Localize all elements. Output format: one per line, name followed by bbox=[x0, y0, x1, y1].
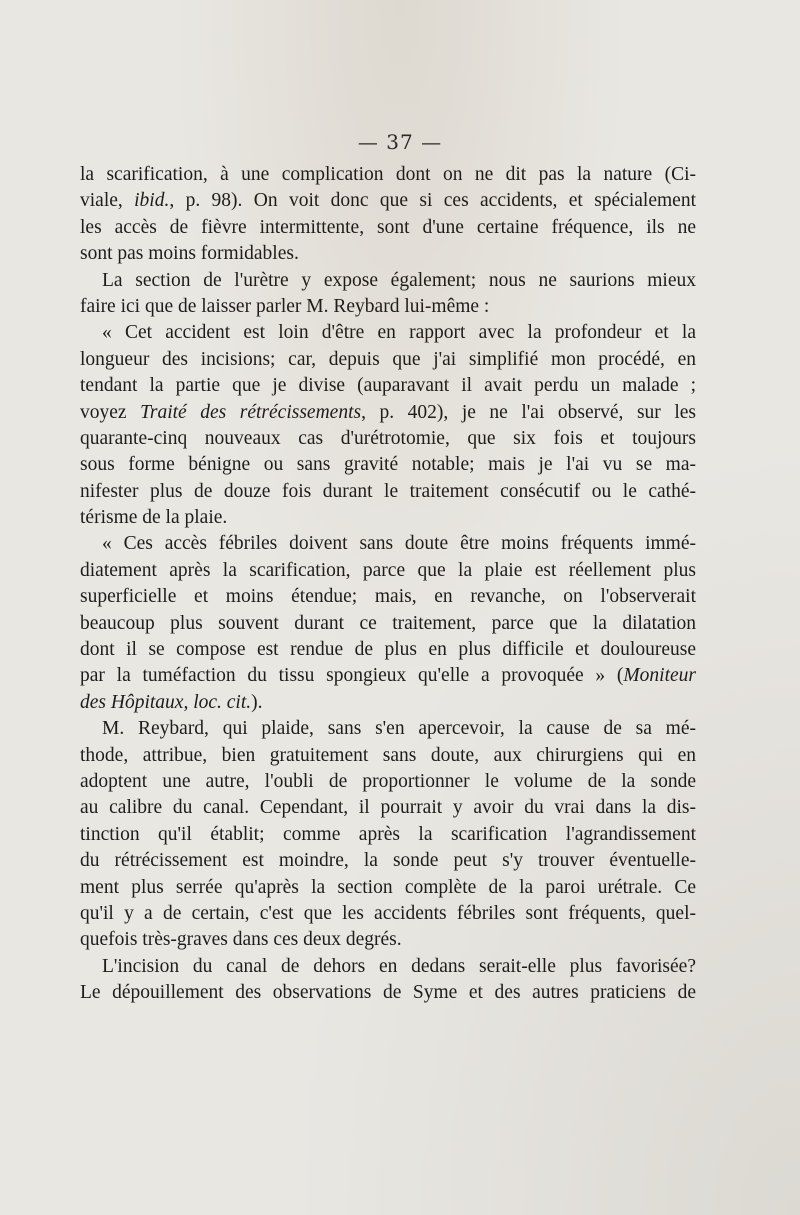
text-line: au calibre du canal. Cependant, il pourrait y avoir du vrai dans la dis- bbox=[80, 797, 696, 819]
text-segment: ). bbox=[251, 691, 263, 713]
text-segment: , p. 98). On voit donc que si ces accidents, et spécialement bbox=[169, 190, 696, 212]
text-line: qu'il y a de certain, c'est que les accidents fébriles sont fréquents, quel- bbox=[80, 902, 696, 924]
text-line: tinction qu'il établit; comme après la scarification l'agrandissement bbox=[80, 823, 696, 845]
text-line: L'incision du canal de dehors en dedans serait-elle plus favorisée? bbox=[102, 955, 696, 977]
text-line bbox=[80, 663, 696, 689]
italic-reference: ibid. bbox=[134, 190, 170, 212]
text-line: superficielle et moins étendue; mais, en revanche, on l'observerait bbox=[80, 586, 696, 608]
text-line: longueur des incisions; car, depuis que j'ai simplifié mon procédé, en bbox=[80, 348, 696, 370]
text-line: Le dépouillement des observations de Syme et des autres praticiens de bbox=[80, 982, 696, 1004]
text-line: térisme de la plaie. bbox=[80, 507, 228, 529]
page-number: — 37 — bbox=[357, 130, 443, 154]
text-line: thode, attribue, bien gratuitement sans doute, aux chirurgiens qui en bbox=[80, 744, 696, 766]
text-line: M. Reybard, qui plaide, sans s'en apercevoir, la cause de sa mé- bbox=[102, 718, 696, 740]
text-line: adoptent une autre, l'oubli de proportionner le volume de la sonde bbox=[80, 770, 696, 792]
text-segment: viale, bbox=[80, 190, 135, 212]
text-line bbox=[80, 690, 696, 716]
text-line: sous forme bénigne ou sans gravité notable; mais je l'ai vu se ma- bbox=[80, 454, 696, 476]
text-line: nifester plus de douze fois durant le traitement consécutif ou le cathé- bbox=[80, 480, 696, 502]
text-line: diatement après la scarification, parce que la plaie est réellement plus bbox=[80, 559, 696, 581]
text-line: dont il se compose est rendue de plus en plus difficile et douloureuse bbox=[80, 639, 696, 661]
text-line: beaucoup plus souvent durant ce traitement, parce que la dilatation bbox=[80, 612, 696, 634]
text-segment: par la tuméfaction du tissu spongieux qu'elle a provoquée » ( bbox=[80, 665, 624, 687]
text-line: la scarification, à une complication dont on ne dit pas la nature (Ci- bbox=[80, 164, 696, 185]
text-line: La section de l'urètre y expose également; nous ne saurions mieux bbox=[102, 269, 696, 291]
text-line: « Ces accès fébriles doivent sans doute être moins fréquents immé- bbox=[102, 533, 696, 555]
text-line: du rétrécissement est moindre, la sonde peut s'y trouver éventuelle- bbox=[80, 850, 696, 872]
text-line bbox=[80, 188, 696, 214]
text-line: quarante-cinq nouveaux cas d'urétrotomie, que six fois et toujours bbox=[80, 427, 696, 449]
italic-reference: Moniteur bbox=[623, 665, 696, 687]
text-segment: , p. 402), je ne l'ai observé, sur les bbox=[361, 401, 697, 423]
text-line: tendant la partie que je divise (auparavant il avait perdu un malade ; bbox=[80, 375, 696, 397]
italic-reference: des Hôpitaux, loc. cit. bbox=[80, 691, 252, 713]
text-line: faire ici que de laisser parler M. Reybard lui-même : bbox=[80, 295, 490, 317]
body-text bbox=[80, 162, 696, 1007]
text-line bbox=[80, 400, 696, 426]
text-line: ment plus serrée qu'après la section complète de la paroi urétrale. Ce bbox=[80, 876, 696, 898]
text-segment: voyez bbox=[80, 401, 141, 423]
text-line: quefois très-graves dans ces deux degrés. bbox=[80, 929, 402, 951]
text-line: les accès de fièvre intermittente, sont d'une certaine fréquence, ils ne bbox=[80, 216, 696, 238]
text-line: « Cet accident est loin d'être en rapport avec la profondeur et la bbox=[102, 322, 696, 344]
italic-reference: Traité des rétrécissements bbox=[140, 401, 362, 423]
text-line: sont pas moins formidables. bbox=[80, 243, 299, 265]
